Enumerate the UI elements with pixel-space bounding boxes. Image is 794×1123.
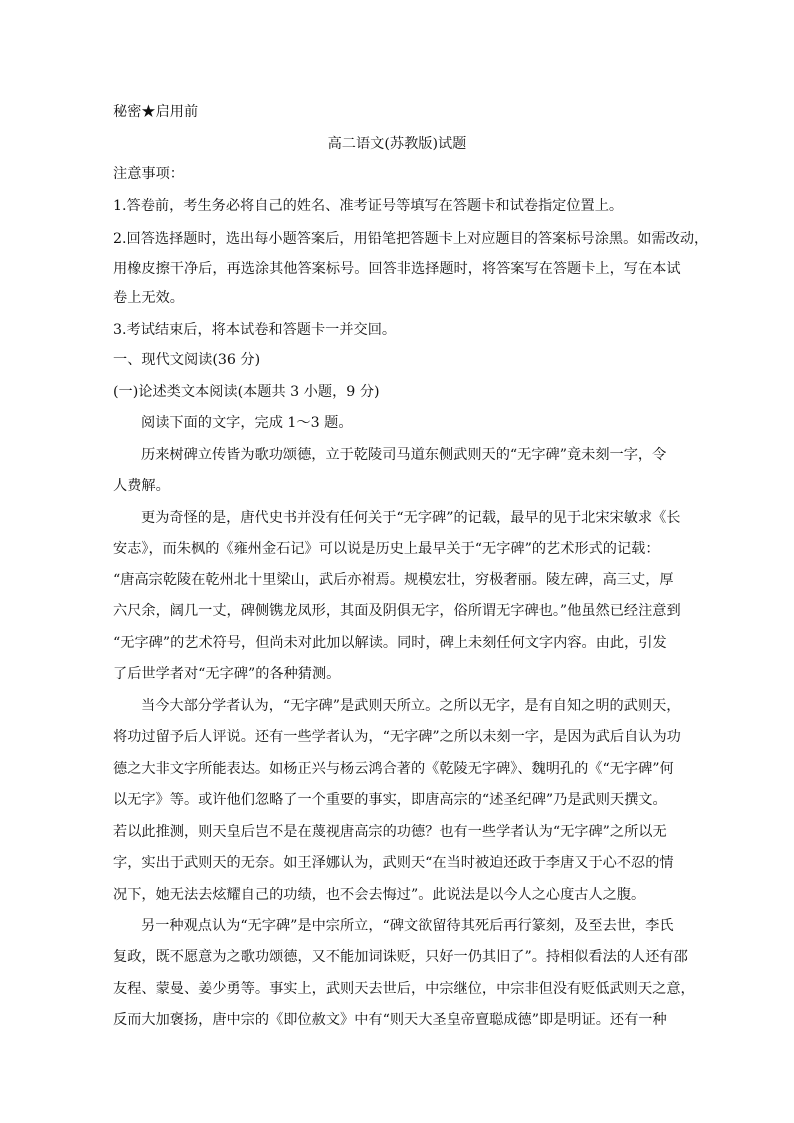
- passage-line: 将功过留予后人评说。还有一些学者认为，“无字碑”之所以未刻一字，是因为武后自认为功: [113, 729, 681, 745]
- confidential-label: 秘密★启用前: [113, 104, 199, 120]
- section-heading: 一、现代文阅读(36 分): [113, 352, 261, 368]
- notice-line-5: 3.考试结束后，将本试卷和答题卡一并交回。: [113, 322, 397, 338]
- passage-line: “唐高宗乾陵在乾州北十里梁山，武后亦祔焉。规模宏壮，穷极奢丽。陵左碑，高三丈，厚: [113, 572, 674, 588]
- passage-line: 安志》，而朱枫的《雍州金石记》可以说是历史上最早关于“无字碑”的艺术形式的记载：: [113, 541, 660, 557]
- notice-line-2: 2.回答选择题时，选出每小题答案后，用铅笔把答题卡上对应题目的答案标号涂黑。如需改动，: [113, 231, 709, 247]
- passage-line: 六尺余，阔几一丈，碑侧镌龙凤形，其面及阴俱无字，俗所谓无字碑也。”他虽然已经注意到: [113, 603, 681, 619]
- passage-line: 友程、蒙曼、姜少勇等。事实上，武则天去世后，中宗继位，中宗非但没有贬低武则天之意，: [113, 981, 695, 997]
- notice-line-4: 卷上无效。: [113, 290, 184, 306]
- passage-line: 字，实出于武则天的无奈。如王泽娜认为，武则天“在当时被迫还政于李唐又于心不忍的情: [113, 855, 674, 871]
- exam-title: 高二语文(苏教版)试题: [327, 136, 467, 152]
- passage-line: “无字碑”的艺术符号，但尚未对此加以解读。同时，碑上未刻任何文字内容。由此，引发: [113, 635, 667, 651]
- passage-line: 复政，既不愿意为之歌功颂德，又不能加词诛贬，只好一仍其旧了”。持相似看法的人还有邵: [113, 949, 688, 965]
- passage-line: 若以此推测，则天皇后岂不是在蔑视唐高宗的功德？也有一些学者认为“无字碑”之所以无: [113, 824, 667, 840]
- notice-line-1: 1.答卷前，考生务必将自己的姓名、准考证号等填写在答题卡和试卷指定位置上。: [113, 198, 624, 214]
- notice-line-3: 用橡皮擦干净后，再选涂其他答案标号。回答非选择题时，将答案写在答题卡上，写在本试: [113, 261, 681, 277]
- passage-line: 况下，她无法去炫耀自己的功绩，也不会去悔过”。此说法是以今人之心度古人之腹。: [113, 887, 646, 903]
- subsection-heading: (一)论述类文本阅读(本题共 3 小题，9 分): [113, 384, 380, 400]
- passage-line: 另一种观点认为“无字碑”是中宗所立，“碑文欲留待其死后再行篆刻，及至去世，李氏: [141, 918, 674, 934]
- passage-line: 历来树碑立传皆为歌功颂德，立于乾陵司马道东侧武则天的“无字碑”竟未刻一字，令: [141, 447, 667, 463]
- notice-heading: 注意事项：: [113, 166, 184, 182]
- passage-line: 更为奇怪的是，唐代史书并没有任何关于“无字碑”的记载，最早的见于北宋宋敏求《长: [141, 510, 681, 526]
- passage-line: 人费解。: [113, 478, 170, 494]
- passage-line: 反而大加褒扬，唐中宗的《即位赦文》中有“则天大圣皇帝亶聪成德”即是明证。还有一种: [113, 1012, 667, 1028]
- passage-line: 了后世学者对“无字碑”的各种猜测。: [113, 666, 341, 682]
- passage-line: 当今大部分学者认为，“无字碑”是武则天所立。之所以无字，是有自知之明的武则天，: [141, 698, 681, 714]
- passage-line: 以无字》等。或许他们忽略了一个重要的事实，即唐高宗的“述圣纪碑”乃是武则天撰文。: [113, 792, 667, 808]
- passage-line: 德之大非文字所能表达。如杨正兴与杨云鸿合著的《乾陵无字碑》、魏明孔的《“无字碑”何: [113, 761, 674, 777]
- reading-instruction: 阅读下面的文字，完成 1～3 题。: [141, 415, 353, 431]
